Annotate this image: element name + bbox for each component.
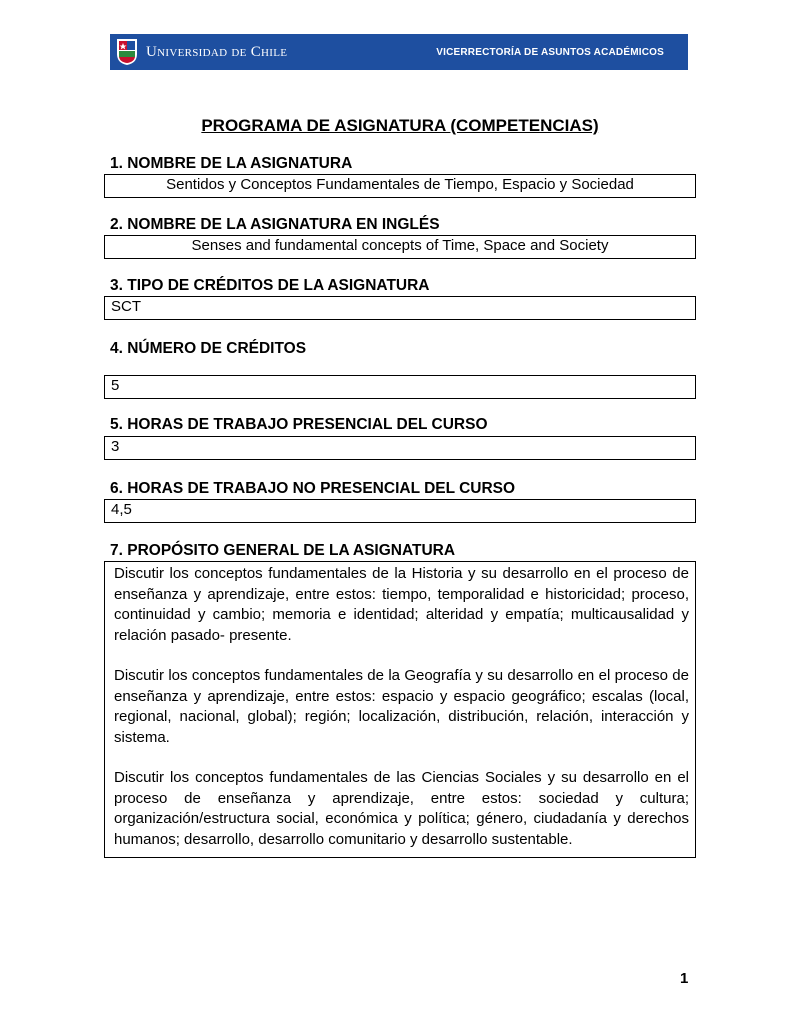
header-banner [110,34,688,70]
purpose-paragraph-social-sciences: Discutir los conceptos fundamentales de las Ciencias Sociales y su desarrollo en el proceso de enseñanza y aprendizaje, entre estos: sociedad y cultura; organización/estructura social, económica y política; género, ciudadanía y derechos humanos; desarrollo, desarrollo comunitario y desarrollo sustentable. [114,769,689,848]
field-value-course-name-english: Senses and fundamental concepts of Time, Space and Society [191,237,609,254]
field-box-contact-hours [104,436,696,460]
field-value-course-name: Sentidos y Conceptos Fundamentales de Tiempo, Espacio y Sociedad [166,176,634,193]
section-heading-2: 2. NOMBRE DE LA ASIGNATURA EN INGLÉS [110,216,440,233]
office-name: VICERRECTORÍA DE ASUNTOS ACADÉMICOS [436,46,664,58]
field-box-course-name [104,174,696,198]
section-heading-6: 6. HORAS DE TRABAJO NO PRESENCIAL DEL CURSO [110,480,516,497]
field-value-contact-hours: 3 [111,438,120,455]
field-value-credit-type: SCT [111,298,141,315]
field-box-general-purpose [104,561,696,858]
field-value-credits: 5 [111,377,120,394]
field-box-credit-type [104,296,696,320]
section-heading-3: 3. TIPO DE CRÉDITOS DE LA ASIGNATURA [110,277,430,294]
field-box-credits [104,375,696,399]
field-box-course-name-english [104,235,696,259]
section-heading-4: 4. NÚMERO DE CRÉDITOS [110,340,307,357]
field-box-independent-hours [104,499,696,523]
page-number: 1 [680,970,689,987]
university-seal-icon [116,38,138,66]
section-heading-1: 1. NOMBRE DE LA ASIGNATURA [110,155,353,172]
purpose-paragraph-history: Discutir los conceptos fundamentales de la Historia y su desarrollo en el proceso de enseñanza y aprendizaje, entre estos: tiempo, temporalidad e historicidad; proceso, continuidad y cambio; memoria e identidad; alteridad y empatía; multicausalidad y relación pasado- presente. [114,565,689,644]
field-value-independent-hours: 4,5 [111,501,132,518]
section-heading-5: 5. HORAS DE TRABAJO PRESENCIAL DEL CURSO [110,416,488,433]
university-name: Universidad de Chile [146,43,288,60]
purpose-paragraph-geography: Discutir los conceptos fundamentales de la Geografía y su desarrollo en el proceso de enseñanza y aprendizaje, entre estos: espacio y espacio geográfico; escalas (local, regional, nacional, global); región; localización, distribución, relación, interacción y sistema. [114,667,689,746]
document-title: PROGRAMA DE ASIGNATURA (COMPETENCIAS) [201,116,599,135]
section-heading-7: 7. PROPÓSITO GENERAL DE LA ASIGNATURA [110,542,456,559]
